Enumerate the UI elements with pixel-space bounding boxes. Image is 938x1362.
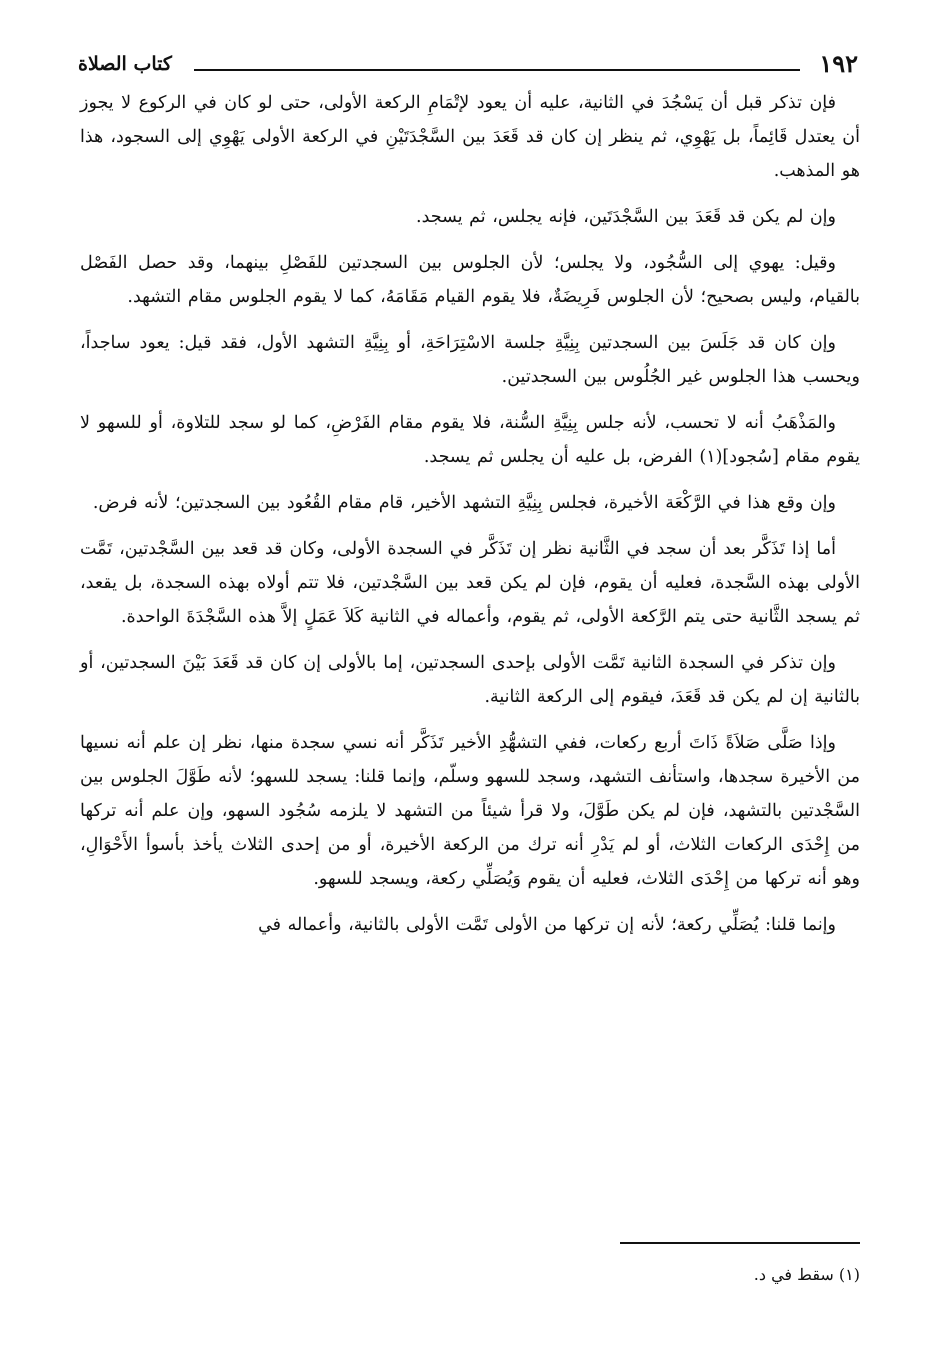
paragraph-2: وإن لم يكن قد قَعَدَ بين السَّجْدَتَين، فإنه يجلس، ثم يسجد. — [416, 207, 836, 227]
paragraph-5: والمَذْهَبُ أنه لا تحسب، لأنه جلس بِنِيَّةِ السُّنة، فلا يقوم مقام الفَرْضِ، كما لو سجد للتلاوة، أو للسهو لا يقوم مقام [سُجود](١) الفرض، بل عليه أن يجلس ثم يسجد. — [80, 413, 860, 467]
footnote-rule — [620, 1242, 860, 1244]
paragraph-8: وإن تذكر في السجدة الثانية تَمَّت الأولى بإحدى السجدتين، إما بالأولى إن كان قد قَعَدَ بَيْنَ السجدتين، أو بالثانية إن لم يكن قد قَعَدَ، فيقوم إلى الركعة الثانية. — [80, 653, 860, 707]
paragraph-4: وإن كان قد جَلَسَ بين السجدتين بِنِيَّةِ جلسة الاسْتِرَاحَةِ، أو بِنِيَّةِ التشهد الأول، فقد قيل: يعود ساجداً، ويحسب هذا الجلوس غير الجُلُوس بين السجدتين. — [80, 333, 860, 387]
footnote: (١) سقط في د. — [753, 1265, 860, 1284]
paragraph-1: فإن تذكر قبل أن يَسْجُدَ في الثانية، عليه أن يعود لإتْمَامِ الركعة الأولى، حتى لو كان في الركوع لا يجوز أن يعتدل قَائِماً، بل يَهْوِي، ثم ينظر إن كان قد قَعَدَ بين السَّجْدَتَيْنِ في الركعة الأولى يَهْوِي إلى السجود، هذا هو المذهب. — [80, 93, 860, 181]
page-number: ١٩٢ — [819, 49, 858, 78]
page-header — [78, 48, 858, 80]
paragraph-10: وإنما قلنا: يُصَلِّي ركعة؛ لأنه إن تركها من الأولى تَمَّت الأولى بالثانية، وأعماله في — [258, 915, 836, 935]
paragraph-3: وقيل: يهوي إلى السُّجُود، ولا يجلس؛ لأن الجلوس بين السجدتين للفَصْلِ بينهما، وقد حصل الفَصْل بالقيام، وليس بصحيح؛ لأن الجلوس فَرِيضَةٌ، فلا يقوم القيام مَقَامَهُ، كما لا يقوم الجلوس مقام التشهد. — [80, 253, 860, 307]
paragraph-6: وإن وقع هذا في الرَّكْعَة الأخيرة، فجلس بِنِيَّةِ التشهد الأخير، قام مقام القُعُود بين السجدتين؛ لأنه فرض. — [92, 493, 836, 513]
paragraph-9: وإذا صَلَّى صَلاَةً ذَاتَ أربع ركعات، ففي التشهُّدِ الأخير تَذَكَّر أنه نسي سجدة منها، نظر إن علم أنه نسيها من الأخيرة سجدها، واستأنف التشهد، وسجد للسهو وسلّم، وإنما قلنا: يسجد للسهو؛ لأنه طَوَّلَ الجلوس بين السَّجْدتين بالتشهد، فإن لم يكن طَوَّلَ، ولا قرأ شيئاً من التشهد لا يلزمه سُجُود السهو، وإن علم أنه تركها من إِحْدَى الركعات الثلاث، أو لم يَدْرِ أنه ترك من الركعة الأخيرة، أو من إحدى الثلاث يأخذ بأسوأ الأَحْوَالِ، وهو أنه تركها من إِحْدَى الثلاث، فعليه أن يقوم وَيُصَلِّي ركعة، ويسجد للسهو. — [80, 733, 860, 889]
header-rule — [194, 69, 800, 71]
paragraph-7: أما إذا تَذَكَّر بعد أن سجد في الثَّانية نظر إن تَذَكَّر في السجدة الأولى، وكان قد قعد بين السَّجْدتين، تَمَّت الأولى بهذه السَّجدة، فعليه أن يقوم، فإن لم يكن قعد بين السَّجْدتين، فلا تتم أولاه بهذه السجدة، بل يقعد، ثم يسجد الثَّانية حتى يتم الرَّكعة الأولى، ثم يقوم، وأعماله في الثانية كَلاَ عَمَلٍ إلاَّ هذه السَّجْدَةَ الواحدة. — [80, 539, 860, 627]
body-text — [80, 86, 860, 954]
book-title: كتاب الصلاة — [78, 53, 172, 75]
